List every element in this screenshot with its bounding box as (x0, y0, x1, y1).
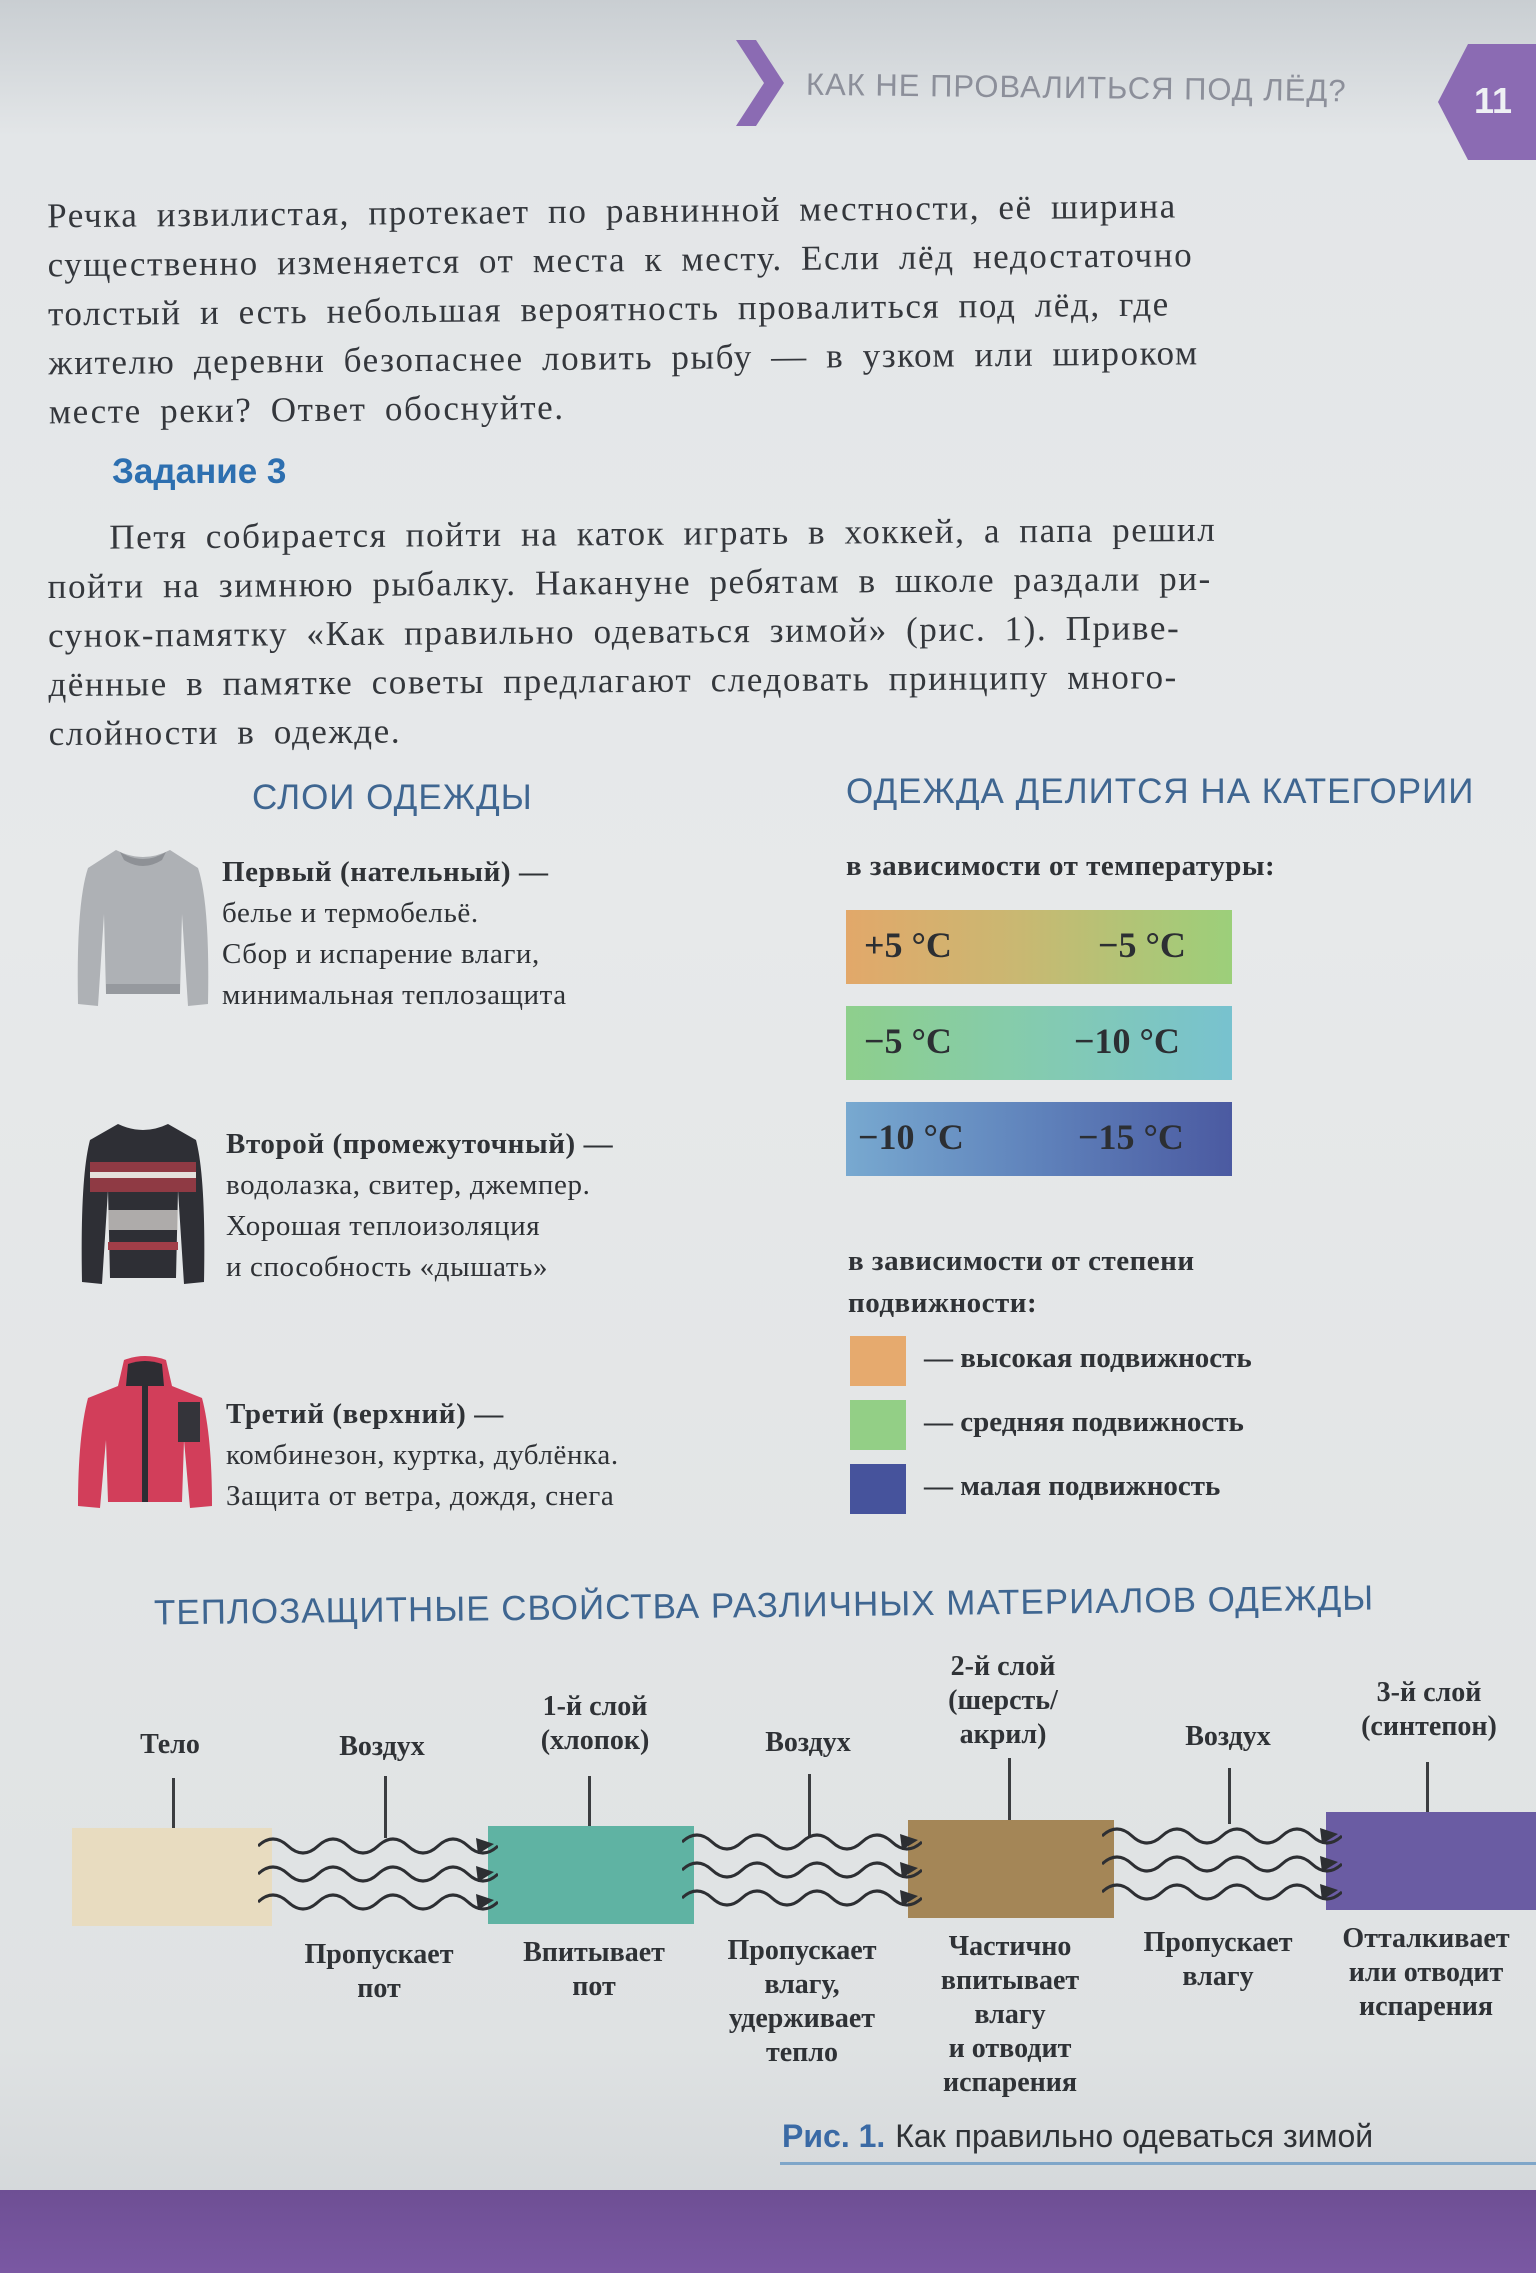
desc-line: влагу (974, 1999, 1046, 2030)
mobility-swatch-high (850, 1336, 906, 1386)
label-line: (шерсть/ (948, 1685, 1058, 1716)
text-line: толстый и есть небольшая вероятность провалиться под лёд, где (47, 284, 1170, 334)
text-line: Речка извилистая, протекает по равнинной местности, её ширина (47, 186, 1178, 236)
temp-to: −5 °C (1098, 925, 1186, 965)
materials-heading: ТЕПЛОЗАЩИТНЫЕ СВОЙСТВА РАЗЛИЧНЫХ МАТЕРИАЛОВ ОДЕЖДЫ (153, 1578, 1375, 1633)
bottom-decorative-band (0, 2190, 1536, 2273)
desc-air-3 (1118, 1926, 1318, 1994)
desc-line: или отводит (1348, 1957, 1504, 1988)
air-waves-icon (1102, 1816, 1342, 1920)
text-line-content: Петя собирается пойти на каток играть в хоккей, а папа решил (109, 509, 1217, 557)
desc-synthetic (1320, 1922, 1532, 2024)
desc-line: Пропускает (1143, 1927, 1293, 1958)
text-line: дённые в памятке советы предлагают следовать принципу много- (48, 657, 1178, 705)
layer-3-description (226, 1394, 619, 1517)
temp-to: −15 °C (1078, 1117, 1184, 1157)
jacket-icon (72, 1356, 218, 1514)
mobility-high-label: — высокая подвижность (924, 1342, 1252, 1374)
text-line: существенно изменяется от места к месту. Если лёд недостаточно (47, 235, 1194, 285)
mobility-label-line: в зависимости от степени (848, 1245, 1195, 1277)
page-number: 11 (1474, 80, 1513, 121)
label-body: Тело (140, 1729, 200, 1760)
layer-2-line: и способность «дышать» (226, 1251, 549, 1283)
task-title: Задание 3 (112, 452, 287, 491)
synthetic-block (1326, 1812, 1536, 1910)
layer-3-line: комбинезон, куртка, дублёнка. (226, 1439, 619, 1471)
text-line: слойности в одежде. (48, 711, 402, 754)
desc-line: испарения (942, 2067, 1078, 2098)
text-line: пойти на зимнюю рыбалку. Накануне ребятам в школе раздали ри- (47, 558, 1213, 607)
sweater-icon (72, 844, 214, 1014)
air-waves-icon (258, 1826, 498, 1930)
categories-heading: ОДЕЖДА ДЕЛИТСЯ НА КАТЕГОРИИ (846, 772, 1475, 811)
temp-to: −10 °C (1074, 1021, 1180, 1061)
layer-1-title: Первый (нательный) — (222, 856, 549, 888)
figure-caption (782, 2118, 1373, 2155)
layer-2-description (226, 1124, 613, 1288)
desc-line: Впитывает (523, 1937, 665, 1968)
knit-sweater-icon (78, 1118, 208, 1290)
desc-line: Частично (948, 1931, 1072, 1962)
desc-line: удерживает (728, 2003, 876, 2034)
temp-bar (846, 1006, 1232, 1080)
layer-2-line: Хорошая теплоизоляция (226, 1210, 541, 1242)
mobility-swatch-medium (850, 1400, 906, 1450)
desc-line: пот (357, 1973, 401, 2004)
label-line: 1-й слой (542, 1691, 648, 1722)
layer-2-title: Второй (промежуточный) — (226, 1128, 614, 1160)
desc-cotton (494, 1936, 694, 2004)
desc-line: испарения (1358, 1991, 1494, 2022)
label-air: Воздух (339, 1731, 425, 1762)
layer-1-description (222, 852, 567, 1016)
label-layer-2 (918, 1650, 1088, 1752)
figure-caption-text: Как правильно одеваться зимой (895, 2118, 1374, 2154)
label-line: акрил) (959, 1719, 1047, 1750)
desc-wool (910, 1930, 1110, 2100)
mobility-medium-label: — средняя подвижность (924, 1406, 1244, 1438)
layer-3-title: Третий (верхний) — (226, 1398, 504, 1430)
header-title: КАК НЕ ПРОВАЛИТЬСЯ ПОД ЛЁД? (805, 66, 1347, 109)
layer-1-line: белье и термобельё. (222, 897, 479, 929)
desc-line: Отталкивает (1342, 1923, 1510, 1954)
header-chevron-icon (736, 40, 784, 126)
desc-air-2 (696, 1934, 908, 2070)
body-block (72, 1828, 272, 1926)
temperature-label: в зависимости от температуры: (846, 850, 1276, 882)
mobility-swatch-low (850, 1464, 906, 1514)
cotton-block (488, 1826, 694, 1924)
wool-block (908, 1820, 1114, 1918)
desc-line: впитывает (940, 1965, 1080, 1996)
desc-line: и отводит (948, 2033, 1072, 2064)
mobility-low-label: — малая подвижность (924, 1470, 1221, 1502)
intro-paragraph (47, 179, 1499, 437)
text-line: сунок-памятку «Как правильно одеваться зимой» (рис. 1). Приве- (47, 608, 1181, 656)
mobility-label-line: подвижности: (848, 1287, 1038, 1319)
temp-bar (846, 1102, 1232, 1176)
layer-2-line: водолазка, свитер, джемпер. (226, 1169, 591, 1201)
desc-line: влагу (1182, 1961, 1254, 1992)
desc-line: влагу, (764, 1969, 840, 2000)
label-air: Воздух (1185, 1721, 1271, 1752)
label-line: 3-й слой (1376, 1677, 1482, 1708)
caption-underline (780, 2162, 1536, 2165)
task-paragraph (47, 503, 1499, 758)
layer-3-line: Защита от ветра, дождя, снега (226, 1480, 615, 1512)
text-line: жителю деревни безопаснее ловить рыбу — в узком или широком (48, 333, 1199, 383)
temp-from: −5 °C (864, 1021, 952, 1061)
temp-bar (846, 910, 1232, 984)
label-layer-1 (510, 1690, 680, 1758)
layers-heading: СЛОИ ОДЕЖДЫ (252, 778, 533, 817)
layer-1-line: Сбор и испарение влаги, (222, 938, 540, 970)
label-air: Воздух (765, 1727, 851, 1758)
desc-line: пот (572, 1971, 616, 2002)
text-line: месте реки? Ответ обоснуйте. (48, 387, 565, 432)
label-layer-3 (1334, 1676, 1524, 1744)
desc-line: Пропускает (304, 1939, 454, 1970)
air-waves-icon (682, 1822, 922, 1926)
label-line: 2-й слой (950, 1651, 1056, 1682)
label-line: (хлопок) (540, 1725, 650, 1756)
desc-air-1 (276, 1938, 482, 2006)
temp-from: +5 °C (864, 925, 952, 965)
mobility-label (848, 1240, 1195, 1324)
label-line: (синтепон) (1361, 1711, 1497, 1742)
desc-line: тепло (765, 2037, 839, 2068)
figure-number: Рис. 1. (782, 2118, 886, 2154)
desc-line: Пропускает (727, 1935, 877, 1966)
layer-1-line: минимальная теплозащита (222, 979, 567, 1011)
pointer-line (1008, 1758, 1011, 1824)
temp-from: −10 °C (858, 1117, 964, 1157)
